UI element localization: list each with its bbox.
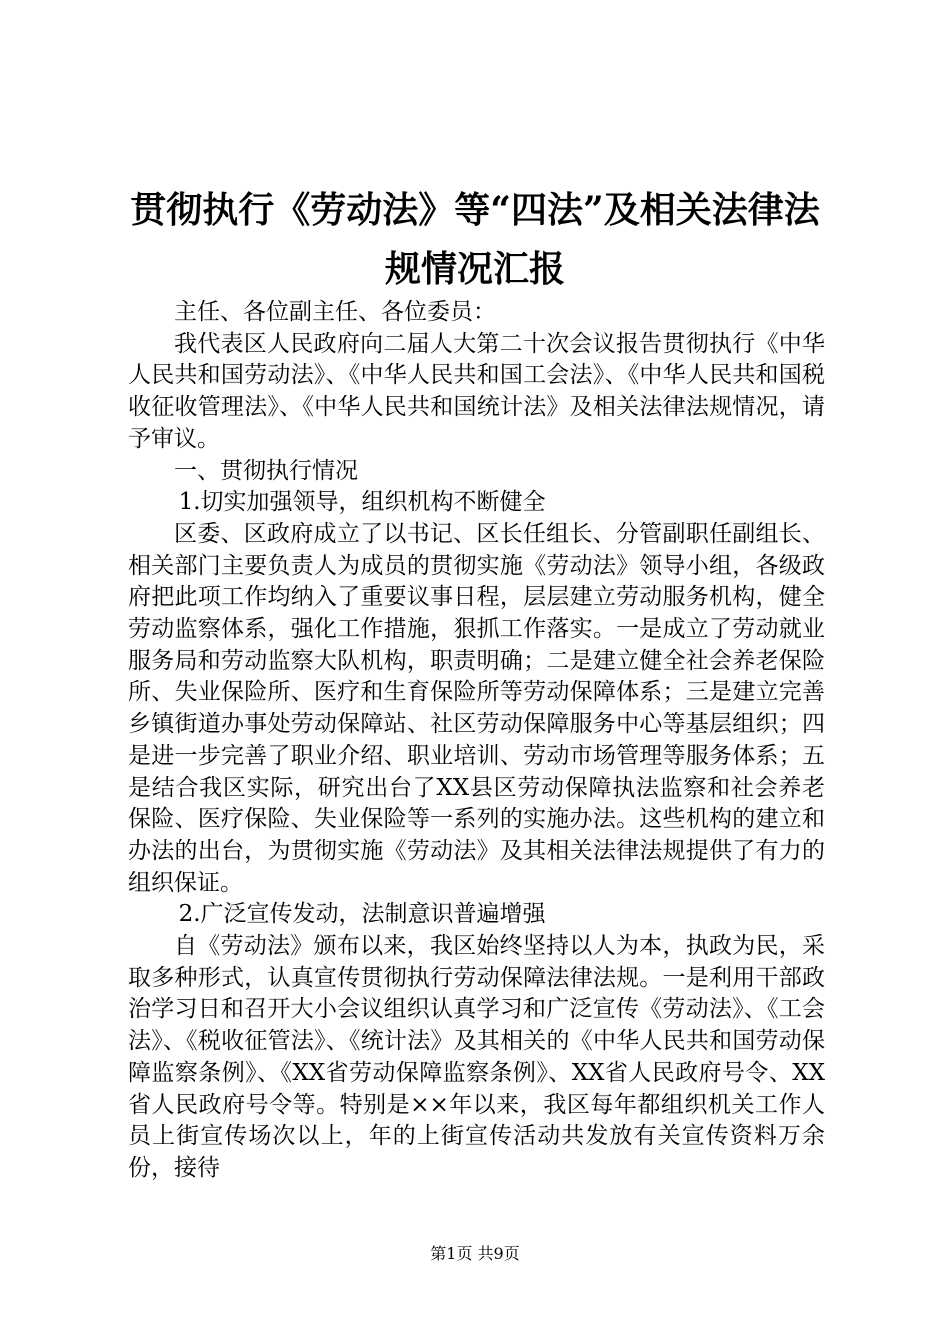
document-title-line-2: 规情况汇报 xyxy=(384,248,565,290)
subsection-heading: 1.切实加强领导，组织机构不断健全 xyxy=(178,489,546,516)
intro-paragraph: 我代表区人民政府向二届人大第二十次会议报告贯彻执行《中华人民共和国劳动法》、《中华人民共和国工会法》、《中华人民共和国税收征收管理法》、《中华人民共和国统计法》及相关法律法规情况，请予审议。 xyxy=(128,330,825,452)
page-number: 第1页 共9页 xyxy=(430,1244,520,1263)
body-paragraph: 区委、区政府成立了以书记、区长任组长、分管副职任副组长、相关部门主要负责人为成员的贯彻实施《劳动法》领导小组，各级政府把此项工作均纳入了重要议事日程，层层建立劳动服务机构，健全劳动监察体系，强化工作措施，狠抓工作落实。一是成立了劳动就业服务局和劳动监察大队机构，职责明确；二是建立健全社会养老保险所、失业保险所、医疗和生育保险所等劳动保障体系；三是建立完善乡镇街道办事处劳动保障站、社区劳动保障服务中心等基层组织；四是进一步完善了职业介绍、职业培训、劳动市场管理等服务体系；五是结合我区实际，研究出台了XX县区劳动保障执法监察和社会养老保险、医疗保险、失业保险等一系列的实施办法。这些机构的建立和办法的出台，为贯彻实施《劳动法》及其相关法律法规提供了有力的组织保证。 xyxy=(128,520,825,896)
salutation: 主任、各位副主任、各位委员： xyxy=(174,299,496,325)
document-title-line-1: 贯彻执行《劳动法》等“四法”及相关法律法 xyxy=(130,189,820,231)
document-body xyxy=(128,297,825,1185)
section-heading: 一、贯彻执行情况 xyxy=(174,457,358,484)
body-paragraph: 自《劳动法》颁布以来，我区始终坚持以人为本，执政为民，采取多种形式，认真宣传贯彻执行劳动保障法律法规。一是利用干部政治学习日和召开大小会议组织认真学习和广泛宣传《劳动法》、《工会法》、《税收征管法》、《统计法》及其相关的《中华人民共和国劳动保障监察条例》、《XX省劳动保障监察条例》、XX省人民政府号令、XX省人民政府号令等。特别是××年以来，我区每年都组织机关工作人员上街宣传场次以上，年的上街宣传活动共发放有关宣传资料万余份，接待 xyxy=(128,933,825,1181)
subsection-heading: 2.广泛宣传发动，法制意识普遍增强 xyxy=(178,901,546,928)
